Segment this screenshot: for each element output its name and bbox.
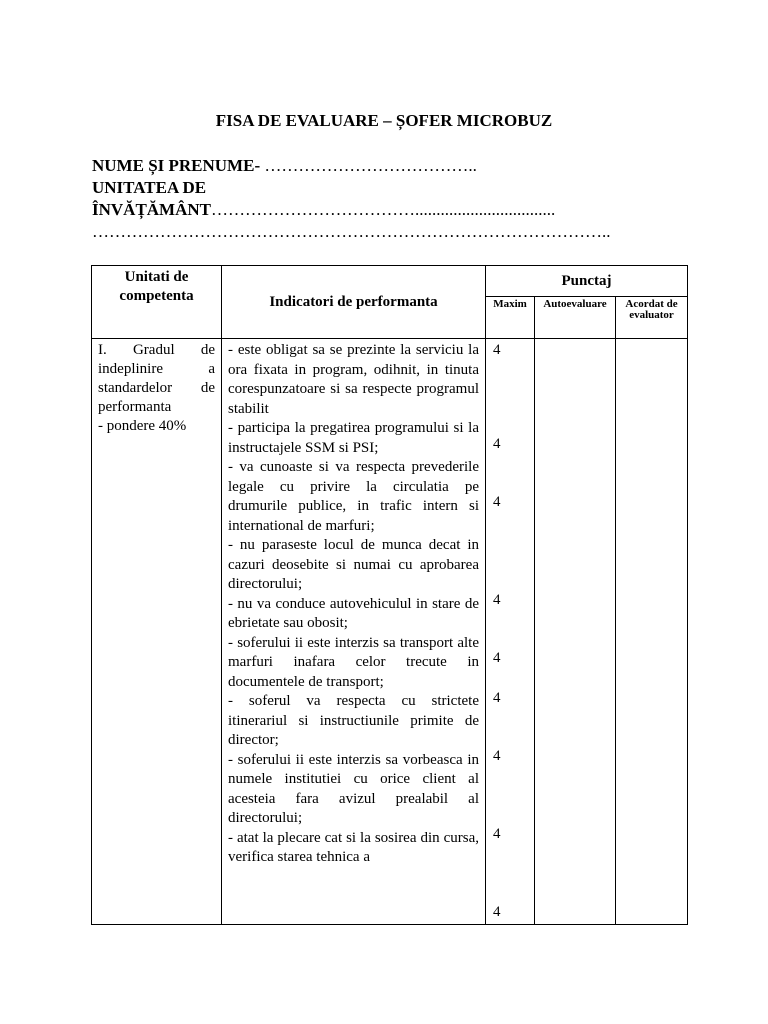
header-maxim: Maxim [486,297,535,339]
indicator-item: - atat la plecare cat si la sosirea din cursa, verifica starea tehnica a [228,829,479,865]
unit-weight: - pondere 40% [98,418,187,434]
extra-dots-line [92,221,611,242]
max-score: 4 [493,342,501,358]
unit-cell [92,339,222,925]
evaluation-table [91,265,688,925]
unit-field-line [92,199,555,220]
indicator-item: - este obligat sa se prezinte la serviciu la ora fixata in program, odihnit, in tinuta corespunzatoare si sa respecte programul stabilit [228,342,479,417]
indicator-item: - va cunoaste si va respecta prevederile legale cu privire la circulatia pe drumurile publice, in trafic intern si international de marfuri; [228,459,479,534]
max-score: 4 [493,826,501,842]
acordat-cell[interactable] [616,339,688,925]
indicator-item: - nu paraseste locul de munca decat in cazuri deosebite si numai cu aprobarea directorului; [228,537,479,592]
max-score: 4 [493,494,501,510]
indicators-cell [222,339,486,925]
indicator-item: - soferului ii este interzis sa vorbeasca in numele institutiei cu orice client al acesteia fara avizul prealabil al directorului; [228,751,479,826]
header-units: Unitati de competenta [92,266,222,339]
name-label: NUME ȘI PRENUME- [92,156,261,175]
indicator-item: - participa la pregatirea programului si la instructajele SSM si PSI; [228,420,479,456]
max-score: 4 [493,592,501,608]
indicator-item: - nu va conduce autovehiculul in stare de ebrietate sau obosit; [228,595,479,631]
indicator-item: - soferului ii este interzis sa transport alte marfuri inafara celor trecute in documentele de transport; [228,634,479,690]
unit-label-line1: UNITATEA DE [92,178,207,197]
header-indicators: Indicatori de performanta [222,266,486,339]
max-score: 4 [493,690,501,706]
max-score: 4 [493,748,501,764]
maxim-cell [486,339,535,925]
max-score: 4 [493,904,501,920]
unit-dots: ………………………………................................. [211,200,556,219]
max-score: 4 [493,650,501,666]
header-autoevaluare: Autoevaluare [535,297,616,339]
autoevaluare-cell[interactable] [535,339,616,925]
name-field-line [92,155,477,176]
name-dots: ……………………………….. [260,156,477,175]
header-acordat: Acordat de evaluator [616,297,688,339]
page-title: FISA DE EVALUARE – ȘOFER MICROBUZ [215,111,553,130]
indicator-item: - soferul va respecta cu strictete itinerariul si instructiunile primite de director; [228,693,479,748]
max-score: 4 [493,436,501,452]
header-punctaj: Punctaj [486,266,688,297]
extra-dots: ……………………………………………………………………………….. [92,222,611,241]
unit-name: I. Gradul de indeplinire a standardelor de performanta [98,342,215,415]
unit-label-line2: ÎNVĂȚĂMÂNT [92,200,211,219]
table-row [92,339,688,925]
